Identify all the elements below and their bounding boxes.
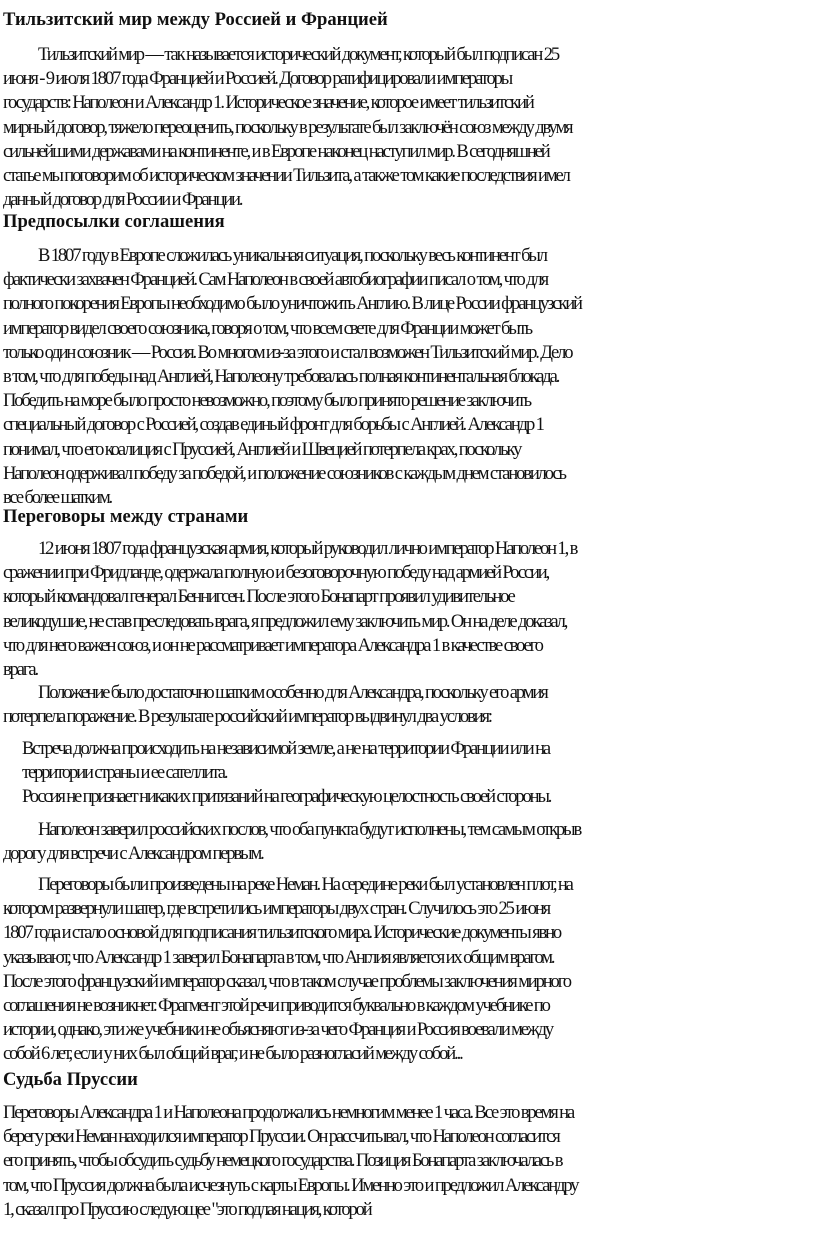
text-line: Переговоры Александра 1 и Наполеона продолжались немногим менее 1 часа. Все это время на [3, 1102, 574, 1123]
section-heading-prerequisites: Предпосылки соглашения [3, 211, 225, 232]
paragraph-conditions [0, 681, 812, 729]
text-line: 12 июня 1807 года французская армия, который руководил лично император Наполеон 1, в [38, 538, 577, 559]
text-line: специальный договор с Россией, создав единый фронт для борьбы с Англией. Александр 1 [3, 414, 543, 436]
text-line: что для него важен союз, и он не рассматривает императора Александра 1 в качестве своего [3, 634, 542, 656]
text-line: только один союзник — Россия. Во многом из-за этого и стал возможен Тильзитский мир. Дело [3, 341, 572, 363]
text-line: мирный договор, тяжело переоценить, поскольку в результате был заключён союз между двумя [3, 116, 572, 138]
text-line: великодушие, не став преследовать врага, я предложил ему заключить мир. Он на деле доказал, [3, 610, 567, 632]
text-line: Победить на море было просто невозможно, поэтому было принято решение заключить [3, 390, 530, 412]
text-line: фактически захвачен Францией. Сам Наполеон в своей автобиографии писал о том, что для [3, 269, 547, 291]
paragraph-prussia [0, 1101, 812, 1222]
paragraph-assurance [0, 818, 812, 866]
text-line: соглашения не возникнет. Фрагмент этой речи приводится буквально в каждом учебнике по [3, 995, 549, 1017]
text-line: врага. [3, 659, 37, 681]
text-line: Тильзитский мир — так называется исторический документ, который был подписан 25 [38, 44, 559, 65]
text-line: понимал, что его коалиция с Пруссией, Англией и Швецией потерпела крах, поскольку [3, 438, 521, 460]
document-title: Тильзитский мир между Россией и Францией [3, 9, 388, 30]
paragraph-neman [0, 873, 812, 1067]
text-line: Переговоры были произведены на реке Неман. На середине реки был установлен плот, на [38, 874, 572, 895]
text-line: собой 6 лет, если у них был общий враг, и не было разногласий между собой... [3, 1043, 462, 1065]
text-line: полного покорения Европы необходимо было уничтожить Англию. В лице России французский [3, 293, 581, 315]
list-item-continuation: территории страны и ее сателлита. [22, 762, 227, 784]
text-line: император видел своего союзника, говоря о том, что всем свете для Франции может быть [3, 317, 532, 339]
text-line: сражении при Фридланде, одержала полную и безоговорочную победу над армией России, [3, 562, 549, 584]
text-line: котором развернули шатер, где встретились императоры двух стран. Случилось это 25 июня [3, 898, 550, 920]
section-heading-prussia: Судьба Пруссии [3, 1069, 138, 1090]
text-line: государств: Наполеон и Александр 1. Историческое значение, которое имеет тильзитский [3, 92, 533, 114]
text-line: Положение было достаточно шатким особенно для Александра, поскольку его армия [38, 682, 547, 703]
paragraph-prerequisites [0, 244, 812, 510]
text-line: 1, сказал про Пруссию следующее "это подлая нация, которой [3, 1198, 371, 1220]
text-line: берегу реки Неман находился император Пруссии. Он рассчитывал, что Наполеон согласится [3, 1126, 559, 1148]
conditions-list [0, 737, 812, 810]
text-line: потерпела поражение. В результате российский император выдвинул два условия: [3, 706, 491, 728]
text-line: том, что Пруссия должна была исчезнуть с карты Европы. Именно это и предложил Александру [3, 1174, 578, 1196]
text-line: 1807 года и стало основой для подписания тильзитского мира. Исторические документы явно [3, 922, 561, 944]
text-line: статье мы поговорим об историческом значении Тильзита, а также том какие последствия имел [3, 165, 569, 187]
text-line: его принять, чтобы обсудить судьбу немецкого государства. Позиция Бонапарта заключалась в [3, 1150, 562, 1172]
text-line: истории, однако, эти же учебники не объясняют из-за чего Франция и Россия воевали между [3, 1019, 553, 1041]
text-line: в том, что для победы над Англией, Наполеону требовалась полная континентальная блокада. [3, 366, 559, 388]
text-line: который командовал генерал Беннигсен. После этого Бонапарт проявил удивительное [3, 586, 514, 608]
text-line: Наполеон заверил российских послов, что оба пункта будут исполнены, тем самым открыв [38, 819, 581, 840]
text-line: указывают, что Александр 1 заверил Бонапарта в том, что Англия является их общим врагом. [3, 946, 554, 968]
text-line: данный договор для России и Франции. [3, 189, 242, 211]
text-line: Наполеон одерживал победу за победой, и положение союзников с каждым днем становилось [3, 462, 565, 484]
list-item: Встреча должна происходить на независимой земле, а не на территории Франции или на [22, 738, 549, 759]
list-item: Россия не признает никаких притязаний на географическую целостность своей стороны. [22, 786, 551, 808]
paragraph-friedland [0, 537, 812, 682]
section-heading-negotiations: Переговоры между странами [3, 506, 249, 527]
paragraph-intro [0, 43, 812, 212]
text-line: все более шатким. [3, 487, 112, 509]
text-line: В 1807 году в Европе сложилась уникальная ситуация, поскольку весь континент был [38, 245, 546, 266]
text-line: июня - 9 июля 1807 года Францией и Россией. Договор ратифицировали императоры [3, 68, 512, 90]
text-line: После этого французский император сказал, что в таком случае проблемы заключения мирного [3, 970, 570, 992]
text-line: дорогу для встречи с Александром первым. [3, 843, 263, 865]
text-line: сильнейшими державами на континенте, и в Европе наконец наступил мир. В сегодняшней [3, 140, 549, 162]
